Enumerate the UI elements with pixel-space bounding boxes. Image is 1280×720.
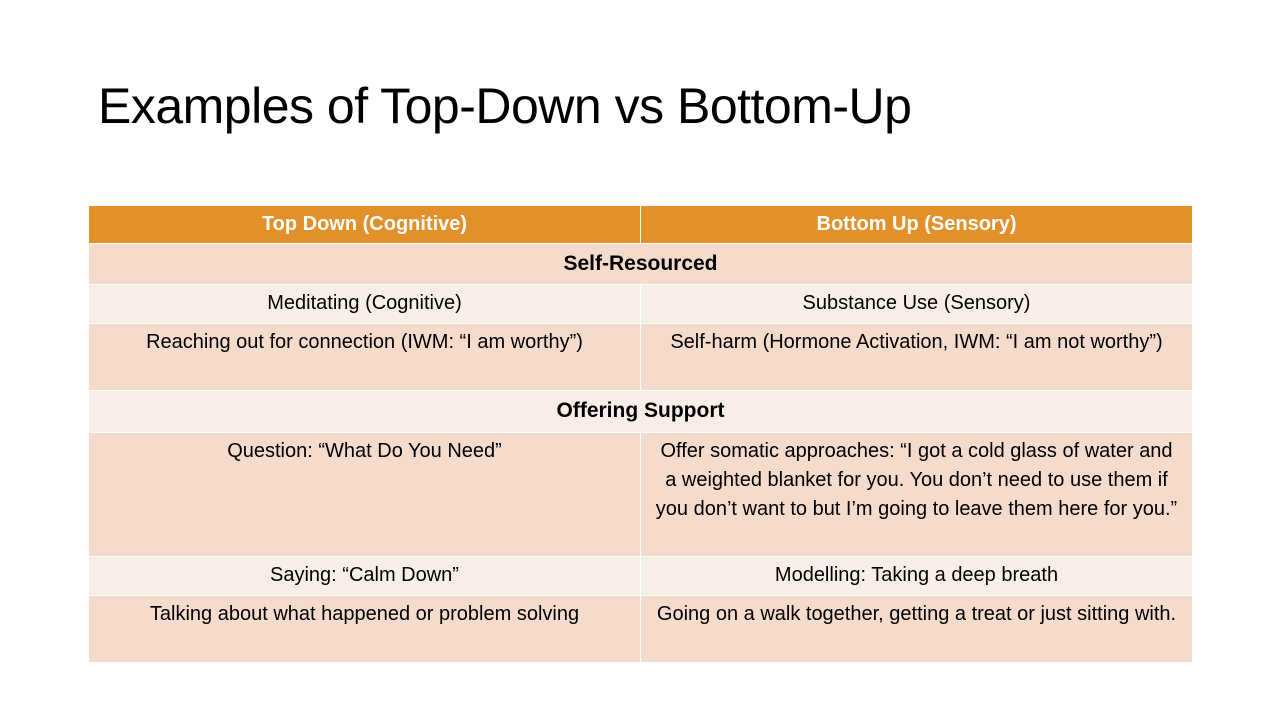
header-bottom-up: Bottom Up (Sensory) [641,206,1193,244]
section-label: Offering Support [89,391,1193,433]
slide-title: Examples of Top-Down vs Bottom-Up [98,78,912,134]
table-row [89,433,1193,557]
section-label: Self-Resourced [89,244,1193,285]
section-row-offering-support [89,391,1193,433]
top-down-cell: Meditating (Cognitive) [89,285,641,324]
bottom-up-cell: Going on a walk together, getting a treat or just sitting with. [641,596,1193,663]
top-down-cell: Saying: “Calm Down” [89,557,641,596]
bottom-up-cell: Offer somatic approaches: “I got a cold glass of water and a weighted blanket for you. You don’t need to use them if you don’t want to but I’m going to leave them here for you.” [641,433,1193,557]
top-down-cell: Question: “What Do You Need” [89,433,641,557]
bottom-up-cell: Self-harm (Hormone Activation, IWM: “I am not worthy”) [641,324,1193,391]
table-row [89,557,1193,596]
bottom-up-cell: Substance Use (Sensory) [641,285,1193,324]
bottom-up-cell: Modelling: Taking a deep breath [641,557,1193,596]
top-down-cell: Reaching out for connection (IWM: “I am worthy”) [89,324,641,391]
table-row [89,285,1193,324]
header-top-down: Top Down (Cognitive) [89,206,641,244]
comparison-table [88,205,1193,663]
section-row-self-resourced [89,244,1193,285]
table-row [89,596,1193,663]
table-row [89,324,1193,391]
top-down-cell: Talking about what happened or problem solving [89,596,641,663]
table-header-row [89,206,1193,244]
